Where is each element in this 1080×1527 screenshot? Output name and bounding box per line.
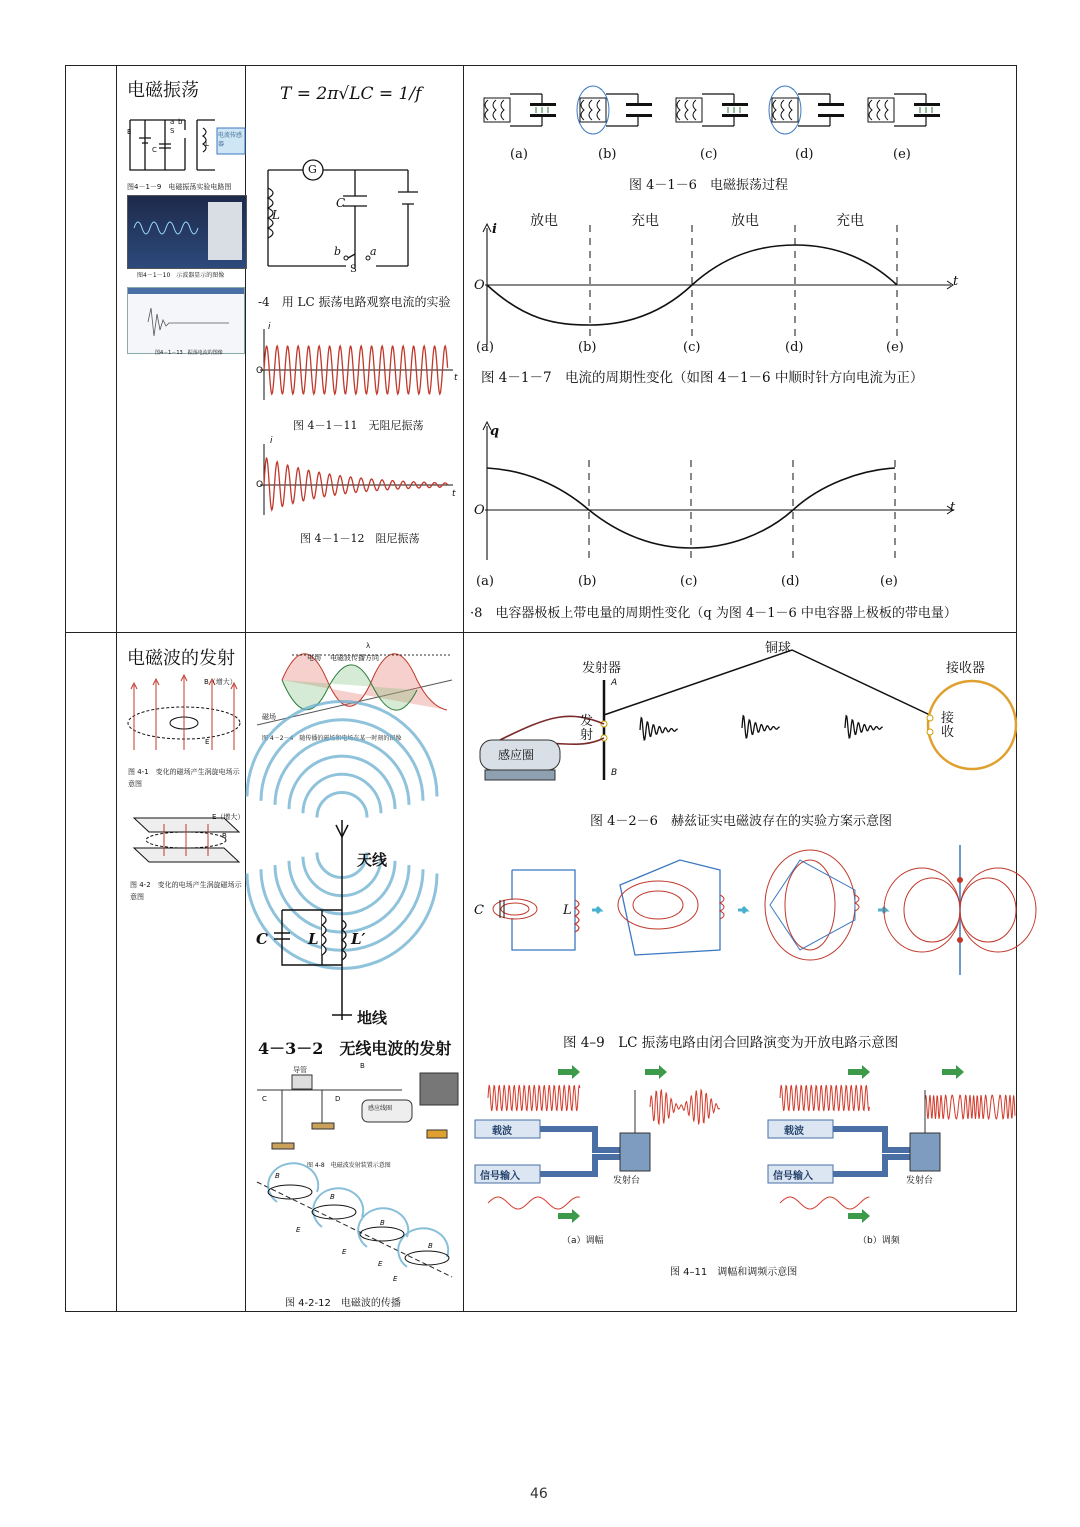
fig-4-1-9-label-c: C — [152, 146, 157, 154]
mod-signal-label-a: 信号输入 — [480, 1171, 520, 1182]
fig-4-1-7-caption: 图 4－1－7 电流的周期性变化（如图 4－1－6 中顺时针方向电流为正） — [481, 370, 924, 386]
ground-label: 地线 — [357, 1009, 388, 1027]
fig-4-1-8-point-c: (c) — [680, 574, 698, 589]
fig-4-9-l-label: L — [563, 903, 572, 918]
lc-label-l: L — [272, 208, 280, 222]
lc-label-a: a — [370, 245, 377, 258]
lc-circuit-caption: -4 用 LC 振荡电路观察电流的实验 — [258, 295, 451, 309]
hertz-transmitter-label: 发射器 — [582, 661, 622, 676]
mod-signal-label-b: 信号输入 — [773, 1171, 813, 1182]
table-col-divider-1 — [116, 65, 117, 1312]
fig-4-8-transmitter-apparatus — [252, 1065, 462, 1155]
page-number: 46 — [530, 1486, 548, 1502]
fig-4-2-12-label-e1: E — [296, 1226, 301, 1234]
fig-4-1-11-axis-i: i — [268, 322, 271, 332]
fig-4-1-6-label-c: (c) — [700, 147, 718, 162]
fig-4-1-changing-b-field — [124, 675, 244, 755]
antenna-label: 天线 — [357, 851, 388, 869]
phase-label-1: 放电 — [530, 213, 558, 229]
antenna-l2-label: L′ — [351, 930, 366, 948]
fig-4-1-10-caption: 图4－1－10 示波器显示的图像 — [137, 272, 225, 279]
fig-4-8-caption: 图 4-8 电磁波发射装置示意图 — [307, 1162, 391, 1169]
fig-4-9-lc-evolution — [470, 845, 1015, 975]
fig-4-1-8-point-e: (e) — [880, 574, 898, 589]
hertz-send-label: 发射 — [580, 714, 594, 743]
fig-4-8-label-d: D — [335, 1095, 341, 1103]
fig-4-9-c-label: C — [474, 903, 484, 918]
fig-4-1-8-point-a: (a) — [476, 574, 494, 589]
fig-4-2-12-label-b2: B — [330, 1193, 335, 1201]
fig-4-2-4-b-label: 磁场 — [262, 713, 276, 721]
fig-4-1-9-label-e: E — [127, 128, 132, 136]
hertz-ball-label: 铜球 — [765, 641, 792, 656]
lc-label-g: G — [308, 163, 317, 176]
mod-station-label-b: 发射台 — [906, 1176, 934, 1186]
fig-4-2-b-label: B — [222, 832, 227, 840]
fig-4-3-2-caption: 4－3－2 无线电波的发射 — [258, 1039, 452, 1058]
fig-4-1-7-point-c: (c) — [683, 340, 701, 355]
fig-4-2-12-label-e4: E — [393, 1275, 398, 1283]
fig-4-1-12-caption: 图 4－1－12 阻尼振荡 — [300, 532, 420, 545]
phase-label-2: 充电 — [631, 213, 659, 229]
fig-4-1-11-axis-t: t — [454, 373, 458, 383]
fig-4-1-9-label-a: a — [170, 118, 175, 126]
fig-4-1-7-axis-o: O — [474, 278, 485, 293]
fig-4-1-b-label: B（增大） — [204, 678, 237, 686]
row2-topic: 电磁波的发射 — [127, 648, 235, 669]
fig-4-1-11-undamped-plot — [258, 325, 458, 405]
mod-am-label: （a）调幅 — [562, 1236, 604, 1246]
hertz-b-label: B — [611, 768, 618, 778]
fig-4-1-7-point-b: (b) — [578, 340, 597, 355]
fig-4-1-8-axis-q: q — [490, 424, 500, 439]
fig-4-8-label-coil: 感应线圈 — [368, 1105, 393, 1112]
mod-carrier-label-a: 载波 — [492, 1126, 512, 1137]
hertz-receiver-label: 接收器 — [946, 661, 986, 676]
fig-4-1-8-caption: ·8 电容器极板上带电量的周期性变化（q 为图 4－1－6 中电容器上极板的带电量） — [470, 606, 957, 621]
fig-4-1-8-axis-t: t — [950, 500, 956, 515]
fig-4-2-6-caption: 图 4－2－6 赫兹证实电磁波存在的实验方案示意图 — [590, 814, 892, 829]
fig-4-9-caption: 图 4–9 LC 振荡电路由闭合回路演变为开放电路示意图 — [563, 1035, 899, 1051]
phase-label-4: 充电 — [836, 213, 864, 229]
antenna-l-label: L — [308, 930, 319, 948]
fig-4-1-11-axis-o: O — [256, 366, 264, 376]
fig-4-8-label-b: B — [360, 1062, 365, 1070]
hertz-recv-label: 接收 — [941, 711, 955, 740]
fig-4-1-7-axis-t: t — [953, 274, 959, 289]
phase-label-3: 放电 — [731, 213, 759, 229]
fig-4-1-12-axis-i: i — [270, 436, 273, 446]
fig-4-1-9-label-l: L — [205, 140, 209, 148]
fig-4-2-12-label-e3: E — [378, 1260, 383, 1268]
fig-4-1-9-sensor: 电流传感器 — [218, 132, 243, 148]
table-col-divider-3 — [463, 65, 464, 1312]
fig-4-2-12-label-b3: B — [380, 1219, 385, 1227]
fig-4-8-label-c: C — [262, 1095, 267, 1103]
fig-4-1-7-current-plot — [475, 220, 955, 350]
fig-4-2-6-hertz-experiment — [470, 640, 1015, 800]
fig-4-1-7-point-a: (a) — [476, 340, 494, 355]
fig-4-2-12-label-b1: B — [275, 1172, 280, 1180]
fig-4-1-6-label-d: (d) — [795, 147, 814, 162]
table-row-divider — [65, 632, 1017, 633]
fig-4-1-8-point-b: (b) — [578, 574, 597, 589]
fig-4-8-label-tube: 导管 — [293, 1066, 307, 1074]
hertz-a-label: A — [611, 678, 618, 688]
fig-4-1-12-axis-o: O — [256, 480, 264, 490]
mod-carrier-label-b: 载波 — [784, 1126, 804, 1137]
fig-4-11-modulation — [470, 1065, 1015, 1235]
row1-topic: 电磁振荡 — [127, 80, 199, 101]
fig-4-1-7-axis-i: i — [492, 222, 497, 237]
fig-4-2-12-caption: 图 4-2-12 电磁波的传播 — [285, 1298, 401, 1309]
lc-label-b: b — [334, 245, 342, 258]
fig-4-1-9-label-s: S — [170, 127, 175, 135]
lc-circuit-diagram — [258, 158, 458, 278]
fig-4-1-8-charge-plot — [475, 420, 955, 565]
lc-label-c: C — [336, 196, 346, 210]
antenna-c-label: C — [256, 930, 268, 948]
fig-4-2-12-propagation — [252, 1172, 462, 1287]
fig-4-1-11-caption: 图 4－1－11 无阻尼振荡 — [293, 419, 424, 432]
fig-4-1-8-axis-o: O — [474, 503, 485, 518]
fig-4-2-4-lambda-label: λ — [366, 642, 371, 650]
screen-photo — [127, 287, 245, 354]
fig-4-1-6-label-b: (b) — [598, 147, 617, 162]
mod-fm-label: （b）调频 — [858, 1236, 900, 1246]
fig-4-1-6-label-a: (a) — [510, 147, 528, 162]
antenna-radiation-diagram — [252, 745, 462, 1025]
fig-4-1-12-damped-plot — [258, 440, 458, 520]
mod-station-label-a: 发射台 — [613, 1176, 641, 1186]
fig-4-1-7-point-d: (d) — [785, 340, 804, 355]
fig-4-1-e-label: E — [205, 738, 210, 746]
fig-4-1-caption: 图 4-1 变化的磁场产生涡旋电场示意图 — [128, 768, 240, 788]
hertz-coil-label: 感应圈 — [498, 748, 535, 762]
fig-4-1-7-point-e: (e) — [886, 340, 904, 355]
fig-4-1-12-axis-t: t — [452, 489, 456, 499]
fig-4-1-6-label-e: (e) — [893, 147, 911, 162]
fig-4-2-4-dir-label: 电磁波传播方向 — [330, 654, 379, 662]
fig-4-1-8-point-d: (d) — [781, 574, 800, 589]
fig-4-11-caption: 图 4–11 调幅和调频示意图 — [670, 1267, 798, 1278]
fig-4-2-e-label: E（增大） — [212, 813, 245, 821]
fig-4-1-9-caption: 图4－1－9 电磁振荡实验电路图 — [127, 183, 232, 191]
formula: T = 2π√LC = 1/f — [280, 84, 422, 104]
fig-4-1-6-caption: 图 4－1－6 电磁振荡过程 — [629, 178, 788, 193]
fig-4-1-9-label-b: b — [178, 118, 183, 126]
fig-4-2-4-e-label: 电场 — [307, 654, 321, 662]
fig-small3-caption: 图4－1－13 振荡电流的图像 — [155, 350, 223, 356]
fig-4-2-12-label-e2: E — [342, 1248, 347, 1256]
fig-4-1-6-oscillation-stages — [482, 80, 962, 140]
fig-4-2-12-label-b4: B — [428, 1242, 433, 1250]
lc-label-s: S — [350, 264, 357, 275]
fig-4-2-caption: 图 4-2 变化的电场产生涡旋磁场示意图 — [130, 881, 242, 901]
fig-4-2-4-caption: 图 4－2－4 随传播的磁场和电场在某一时刻的图像 — [262, 735, 402, 742]
oscilloscope-photo — [127, 195, 247, 269]
